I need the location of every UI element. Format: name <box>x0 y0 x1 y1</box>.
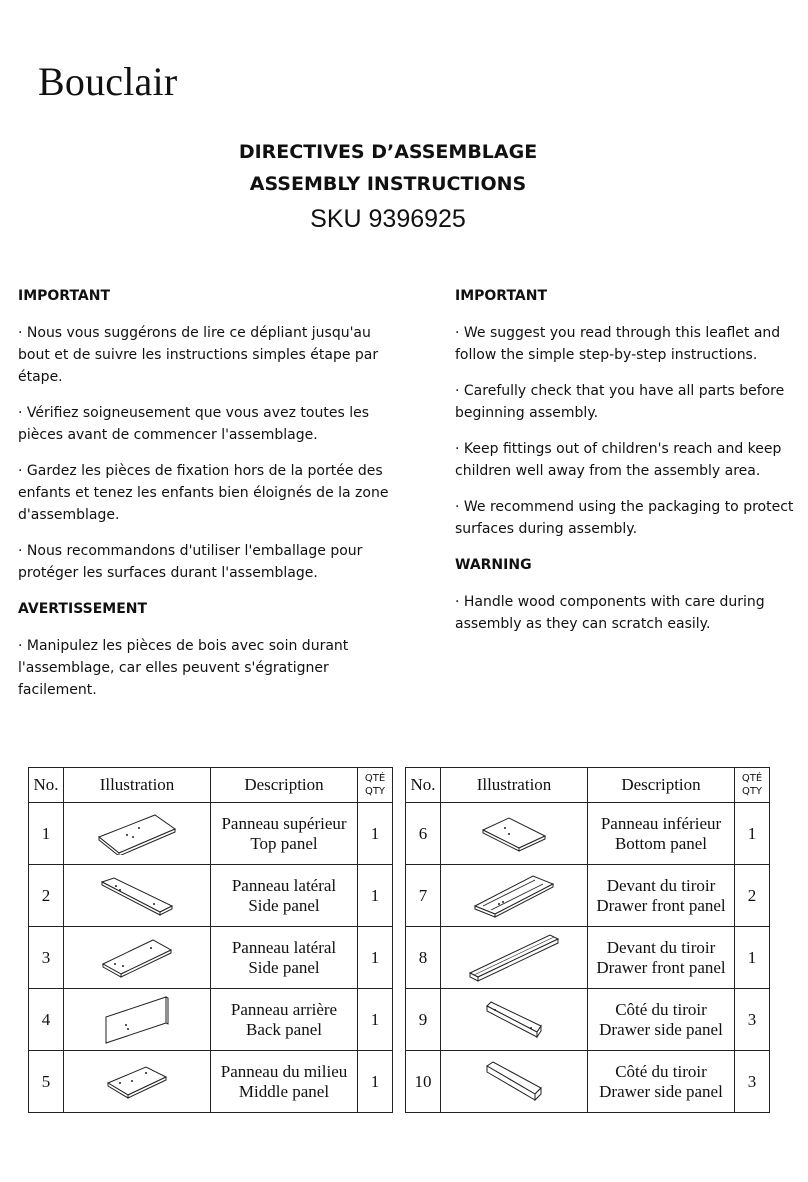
brand-logo: Bouclair <box>38 59 178 104</box>
part-illustration <box>441 927 588 989</box>
part-number: 10 <box>406 1051 441 1113</box>
drawer-side-icon <box>485 1000 543 1040</box>
part-qty: 1 <box>735 803 770 865</box>
paragraph: · Handle wood components with care during assembly as they can scratch easily. <box>455 594 765 632</box>
part-qty: 1 <box>358 989 393 1051</box>
part-description: Panneau du milieu Middle panel <box>211 1051 358 1113</box>
part-illustration <box>441 865 588 927</box>
part-illustration <box>441 989 588 1051</box>
title-block <box>0 136 776 236</box>
side-panel-icon <box>101 938 173 978</box>
header-description: Description <box>211 768 358 803</box>
paragraph: · Carefully check that you have all parts before beginning assembly. <box>455 383 785 421</box>
part-description: Panneau arrière Back panel <box>211 989 358 1051</box>
header-illustration: Illustration <box>441 768 588 803</box>
table-row <box>29 989 393 1051</box>
part-illustration <box>64 1051 211 1113</box>
table-row <box>406 803 770 865</box>
table-row <box>29 803 393 865</box>
heading-important-en: IMPORTANT <box>455 288 548 304</box>
heading-important-fr: IMPORTANT <box>18 288 111 304</box>
sku-number: SKU 9396925 <box>310 205 466 233</box>
part-description: Devant du tiroir Drawer front panel <box>588 927 735 989</box>
heading-warning-fr: AVERTISSEMENT <box>18 601 148 617</box>
part-illustration <box>64 927 211 989</box>
header-qty: QTÉ QTY <box>735 768 770 803</box>
part-qty: 3 <box>735 1051 770 1113</box>
table-row <box>29 1051 393 1113</box>
table-header-row <box>406 768 770 803</box>
parts-table-left <box>28 767 393 1113</box>
part-qty: 3 <box>735 989 770 1051</box>
part-qty: 1 <box>358 865 393 927</box>
part-number: 1 <box>29 803 64 865</box>
header-illustration: Illustration <box>64 768 211 803</box>
part-number: 4 <box>29 989 64 1051</box>
table-row <box>29 865 393 927</box>
part-number: 2 <box>29 865 64 927</box>
part-description: Panneau inférieur Bottom panel <box>588 803 735 865</box>
table-row <box>406 989 770 1051</box>
part-description: Côté du tiroir Drawer side panel <box>588 989 735 1051</box>
part-illustration <box>64 865 211 927</box>
part-number: 7 <box>406 865 441 927</box>
part-number: 6 <box>406 803 441 865</box>
paragraph: · We suggest you read through this leaflet and follow the simple step-by-step instructions. <box>455 325 781 363</box>
part-qty: 1 <box>358 803 393 865</box>
header-no: No. <box>29 768 64 803</box>
bottom-panel-icon <box>481 816 547 852</box>
part-description: Devant du tiroir Drawer front panel <box>588 865 735 927</box>
table-row <box>406 1051 770 1113</box>
paragraph: · We recommend using the packaging to protect surfaces during assembly. <box>455 499 794 537</box>
part-description: Côté du tiroir Drawer side panel <box>588 1051 735 1113</box>
paragraph: · Nous vous suggérons de lire ce dépliant jusqu'au bout et de suivre les instructions simples étape par étape. <box>18 325 379 385</box>
parts-table-right <box>405 767 770 1113</box>
paragraph: · Nous recommandons d'utiliser l'emballage pour protéger les surfaces durant l'assemblage. <box>18 543 363 581</box>
part-description: Panneau latéral Side panel <box>211 927 358 989</box>
paragraph: · Keep fittings out of children's reach and keep children well away from the assembly area. <box>455 441 782 479</box>
part-illustration <box>441 803 588 865</box>
instructions-english <box>455 285 800 649</box>
heading-warning-en: WARNING <box>455 557 532 573</box>
paragraph: · Manipulez les pièces de bois avec soin durant l'assemblage, car elles peuvent s'égratigner facilement. <box>18 638 349 698</box>
part-qty: 2 <box>735 865 770 927</box>
table-row <box>29 927 393 989</box>
title-english: ASSEMBLY INSTRUCTIONS <box>249 173 527 195</box>
part-number: 3 <box>29 927 64 989</box>
back-panel-icon <box>104 995 170 1045</box>
middle-panel-icon <box>106 1065 168 1099</box>
top-panel-icon <box>97 813 177 855</box>
header-no: No. <box>406 768 441 803</box>
part-description: Panneau supérieur Top panel <box>211 803 358 865</box>
paragraph: · Gardez les pièces de fixation hors de la portée des enfants et tenez les enfants bien éloignés de la zone d'assemblage. <box>18 463 389 523</box>
part-illustration <box>64 803 211 865</box>
part-qty: 1 <box>358 927 393 989</box>
header-description: Description <box>588 768 735 803</box>
title-french: DIRECTIVES D’ASSEMBLAGE <box>238 141 538 163</box>
part-number: 8 <box>406 927 441 989</box>
header-qty: QTÉ QTY <box>358 768 393 803</box>
part-qty: 1 <box>358 1051 393 1113</box>
drawer-front-long-icon <box>468 933 560 983</box>
paragraph: · Vérifiez soigneusement que vous avez toutes les pièces avant de commencer l'assemblage. <box>18 405 369 443</box>
part-number: 5 <box>29 1051 64 1113</box>
part-qty: 1 <box>735 927 770 989</box>
table-header-row <box>29 768 393 803</box>
table-row <box>406 927 770 989</box>
part-number: 9 <box>406 989 441 1051</box>
part-description: Panneau latéral Side panel <box>211 865 358 927</box>
drawer-front-icon <box>473 874 555 918</box>
part-illustration <box>441 1051 588 1113</box>
table-row <box>406 865 770 927</box>
drawer-side-icon <box>485 1060 543 1104</box>
instructions-french <box>18 285 390 715</box>
side-panel-icon <box>100 876 174 916</box>
part-illustration <box>64 989 211 1051</box>
